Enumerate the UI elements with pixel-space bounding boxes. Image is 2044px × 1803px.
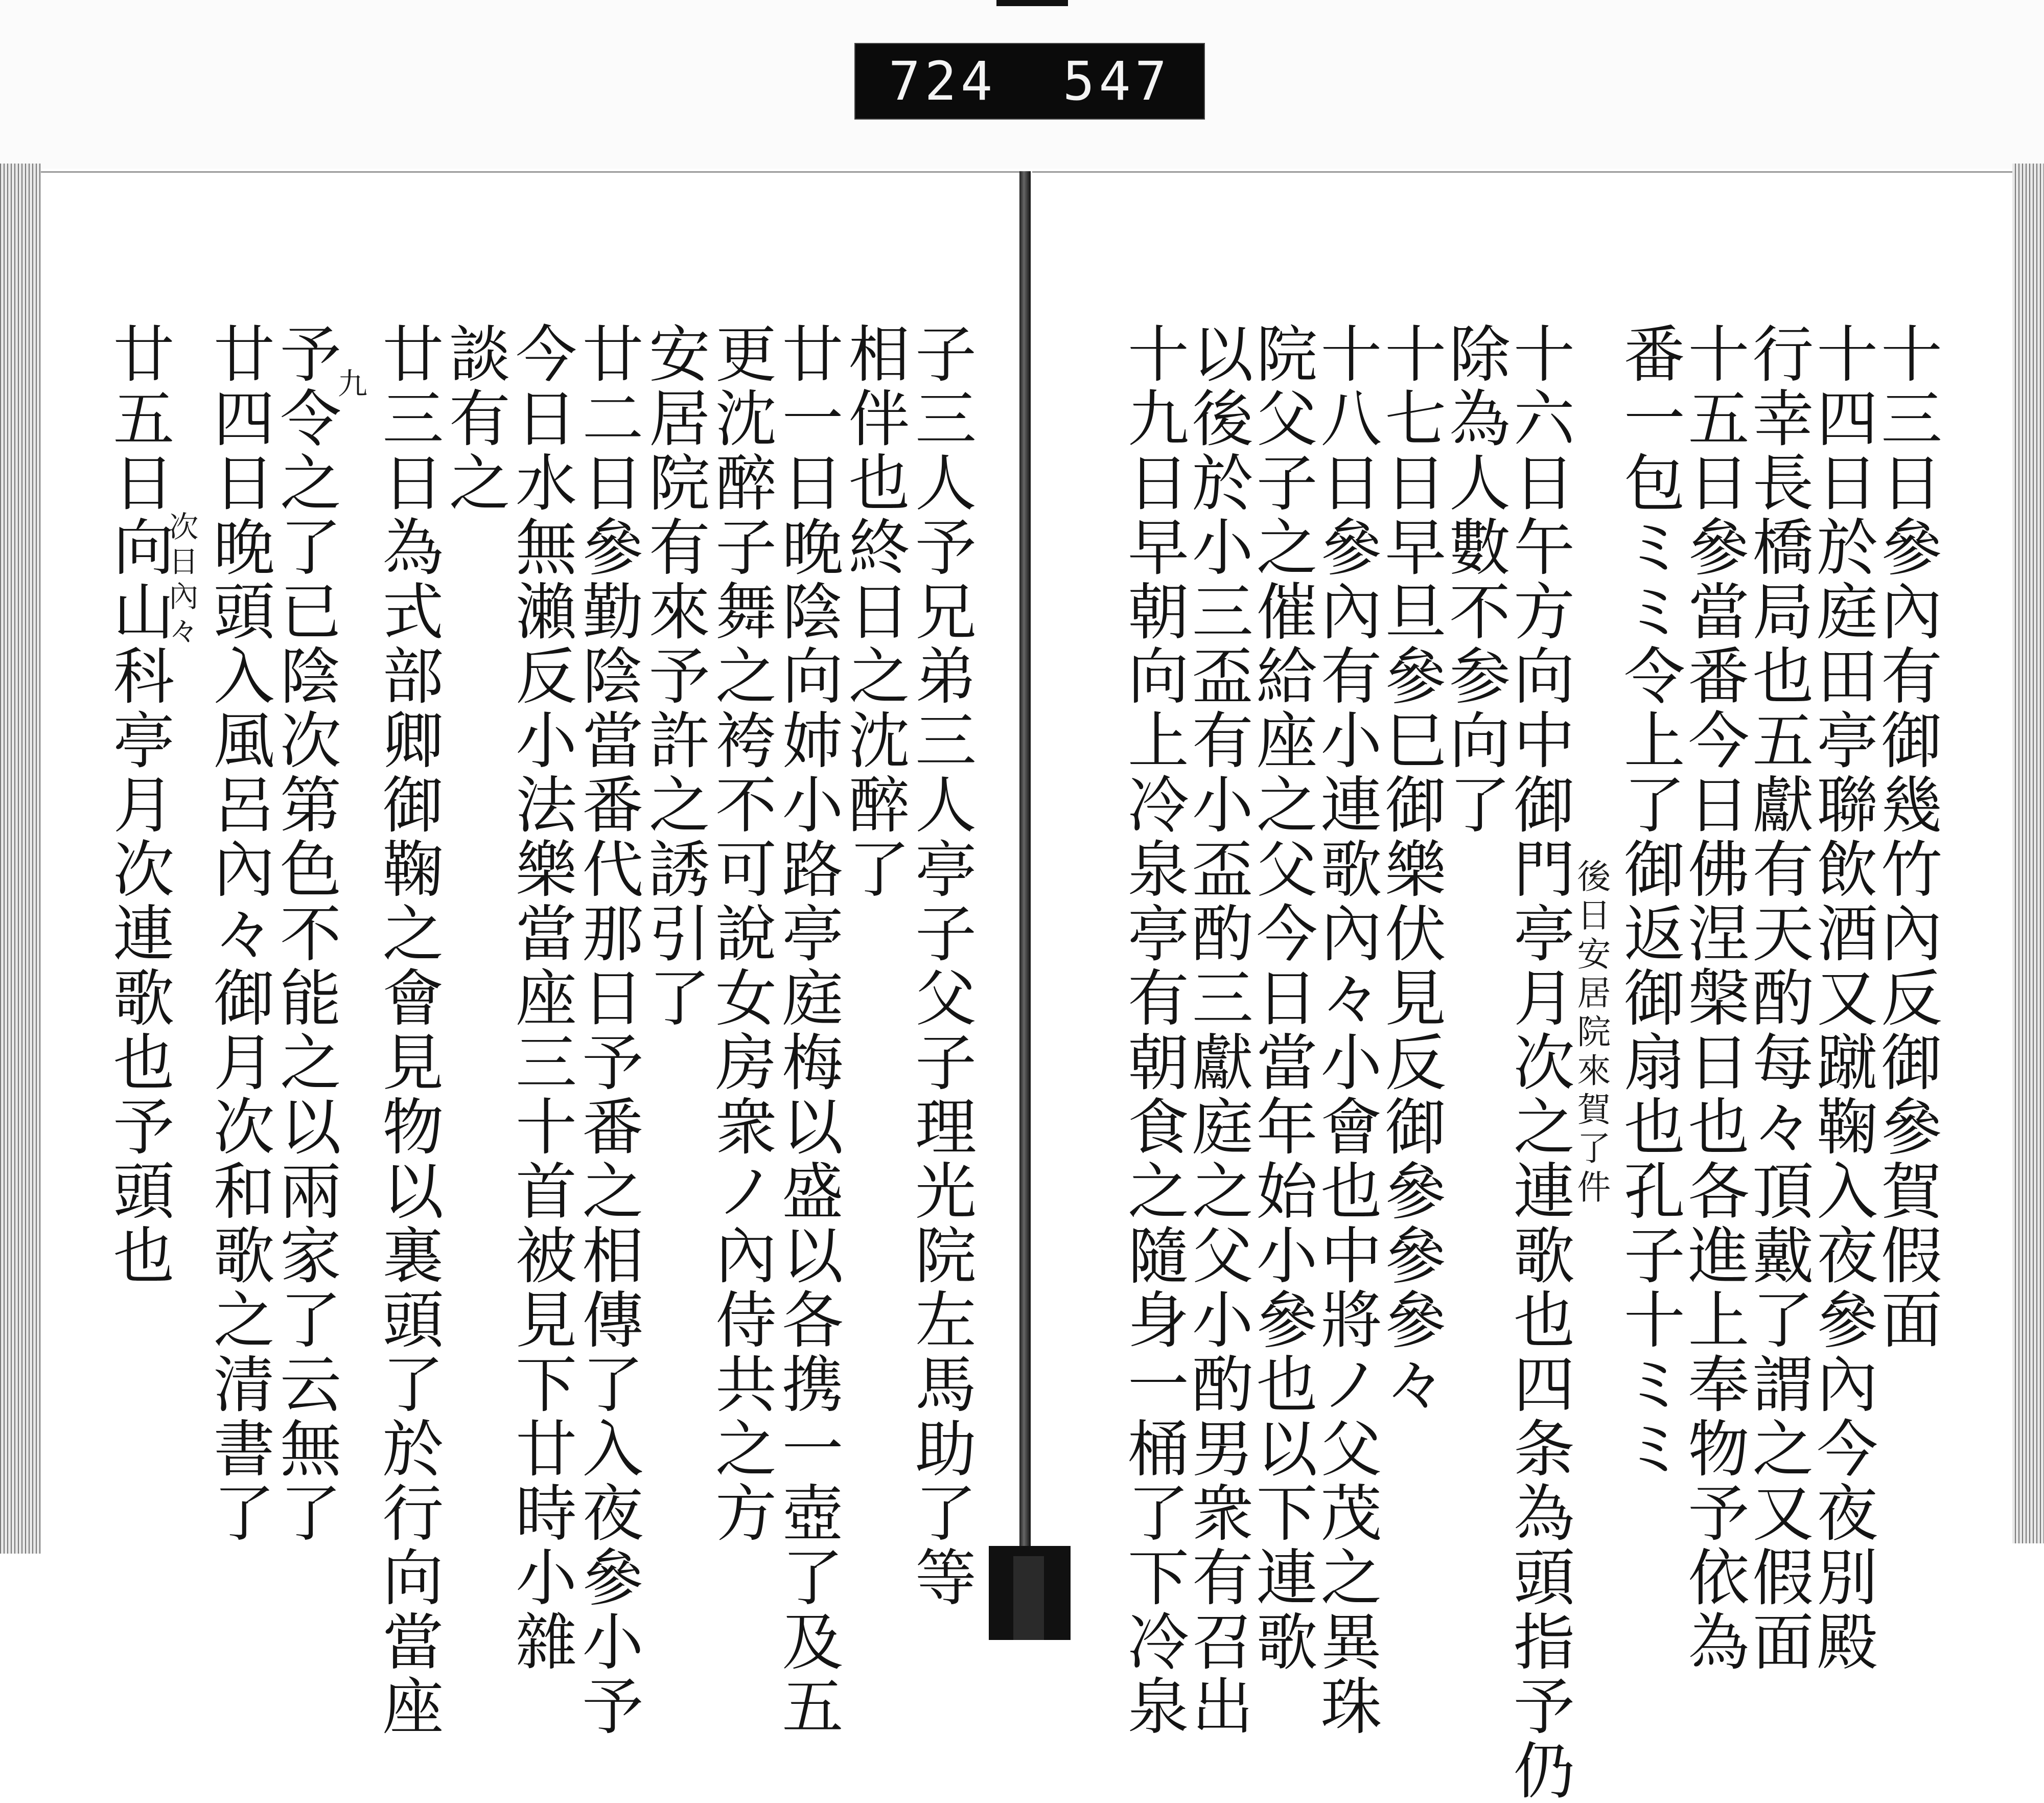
book-page-edges-left bbox=[0, 164, 41, 1554]
archive-number-plate bbox=[854, 43, 1205, 120]
text-column: 行幸長橋局也五獻有天酌每々頂戴了謂之又假面 bbox=[1742, 322, 1814, 1674]
text-column: 廿二日參勤陰當番代那日予番之相傳了入夜參小予 bbox=[572, 322, 643, 1739]
text-column: 十六日午方向中御門亭月次之連歌也四条為頭指予仍 bbox=[1503, 322, 1574, 1803]
text-column: 十七日早旦參巳御樂伏見反御參參參々 bbox=[1375, 322, 1446, 1417]
text-column: 廿五日向山科亭月次連歌也予頭也 bbox=[103, 322, 174, 1288]
text-column: 今日水無瀨反小法樂當座三十首被見下廿時小雜 bbox=[505, 322, 577, 1674]
text-column: 以後於小三盃有小盃酌三獻庭之父小酌男衆有召出 bbox=[1181, 322, 1253, 1739]
book-gutter bbox=[1019, 171, 1031, 1551]
bottom-binding-tab bbox=[989, 1546, 1071, 1640]
text-column: 十五日參當番今日佛涅槃日也各進上奉物予依為 bbox=[1678, 322, 1749, 1674]
marginal-note: 九 bbox=[333, 368, 368, 403]
text-column: 院父子之催給座之父今日當年始小參也以下連歌 bbox=[1246, 322, 1317, 1674]
binding-tab-inner bbox=[1013, 1556, 1044, 1640]
plate-number-left: 724 bbox=[888, 50, 997, 112]
text-column: 十四日於庭田亭聯飲酒又蹴鞠入夜參內今夜別殿 bbox=[1806, 322, 1878, 1674]
text-column: 予令之了已陰次第色不能之以兩家了云無了 bbox=[270, 322, 341, 1545]
right-page-text bbox=[1117, 322, 1942, 1803]
text-column: 談有之 bbox=[438, 322, 510, 515]
text-column: 廿四日晚頭入風呂內々御月次和歌之清書了 bbox=[203, 322, 274, 1545]
ruler-mark bbox=[996, 0, 1068, 6]
marginal-note: 後日安居院來賀了件 bbox=[1571, 859, 1611, 1208]
text-column: 十九日早朝向上冷泉亭有朝食之隨身一桶了下冷泉 bbox=[1117, 322, 1189, 1739]
text-column: 十三日參內有御幾竹內反御參賀假面 bbox=[1871, 322, 1942, 1352]
text-column: 更沈醉子舞之袴不可說女房衆ノ內侍共之方 bbox=[705, 322, 777, 1545]
text-column: 廿一日晚陰向姉小路亭庭梅以盛以各携一壺了及五 bbox=[772, 322, 843, 1739]
left-page-text bbox=[102, 322, 976, 1739]
marginal-note: 次日內々 bbox=[164, 511, 199, 650]
text-column: 廿三日為式部卿御鞠之會見物以裏頭了於行向當座 bbox=[372, 322, 444, 1739]
plate-number-right: 547 bbox=[1062, 50, 1171, 112]
text-column: 相伴也終日之沈醉了 bbox=[838, 322, 910, 902]
book-page-edges-right bbox=[2012, 164, 2044, 1543]
text-column: 安居院有來予許之誘引了 bbox=[638, 322, 710, 1030]
text-column: 番一包ミミ令上了御返御扇也孔子十ミミ bbox=[1613, 322, 1685, 1481]
text-column: 除為人數不参向了 bbox=[1439, 322, 1511, 837]
text-column: 子三人予兄弟三人亭子父子理光院左馬助了等 bbox=[905, 322, 976, 1610]
text-column: 十八日參內有小連歌內々小會也中將ノ父茂之異珠 bbox=[1310, 322, 1382, 1739]
